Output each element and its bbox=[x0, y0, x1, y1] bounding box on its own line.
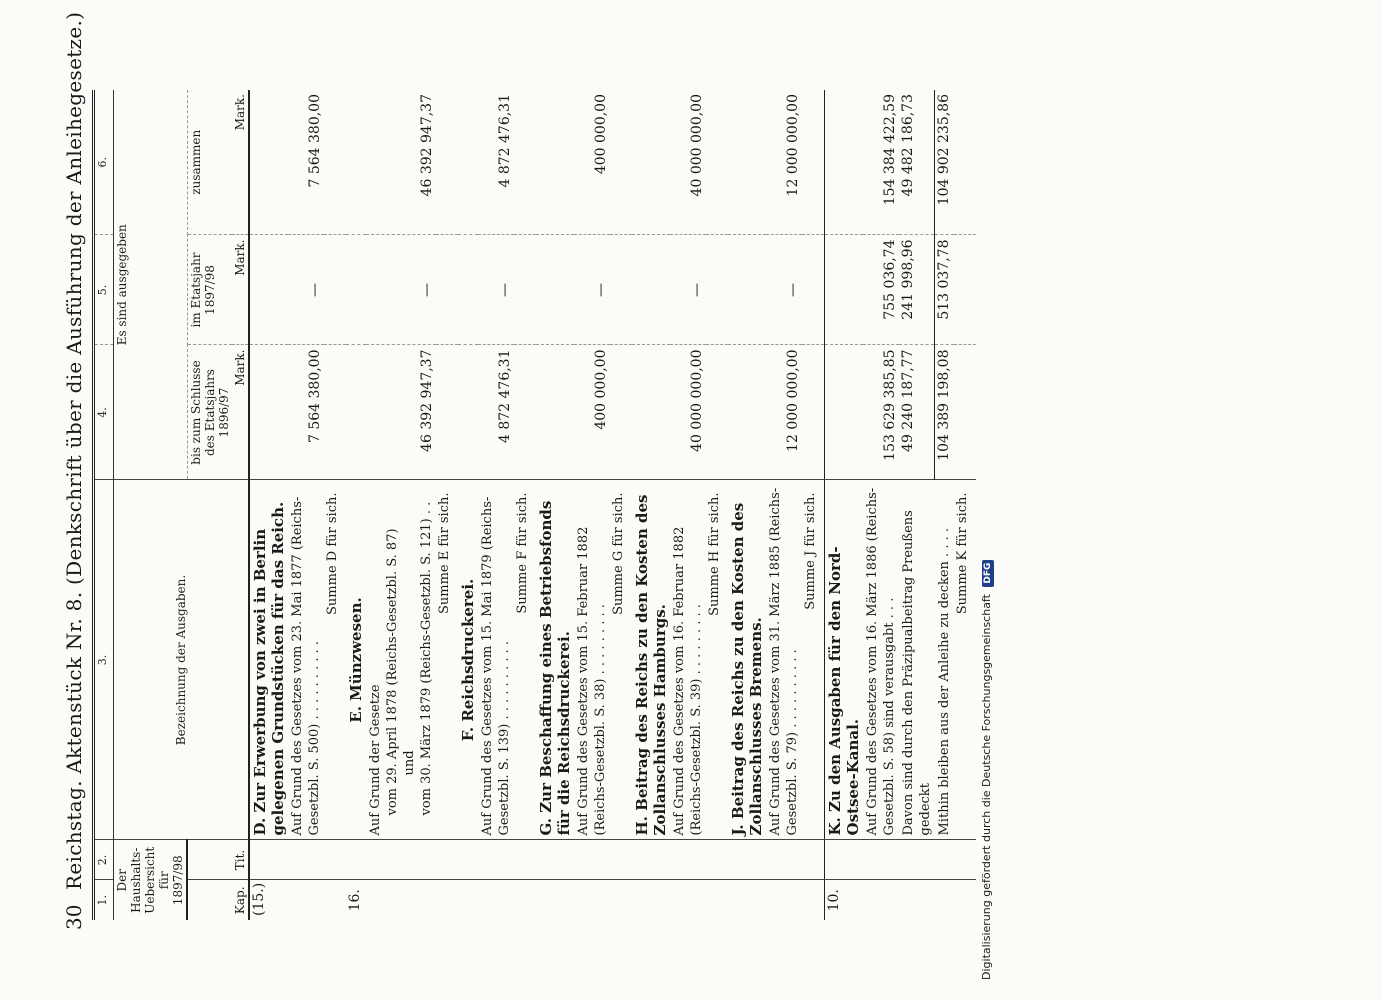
section-line: Auf Grund des Gesetzes vom 15. Mai 1879 (Reichs-Gesetzbl. S. 139) . . . . . . . . . . bbox=[478, 480, 514, 840]
amount-cell: 4 872 476,31 bbox=[478, 90, 514, 235]
section-sum-row bbox=[954, 90, 976, 920]
section-letter: D. bbox=[250, 817, 269, 836]
expenditure-table bbox=[92, 90, 976, 920]
amount-cell: 49 240 187,77 bbox=[899, 345, 935, 480]
bezeichnung-header: Bezeichnung der Ausgaben. bbox=[114, 480, 249, 840]
amount-cell: — bbox=[478, 235, 514, 345]
section-sum-label: Summe F für sich. bbox=[514, 480, 536, 840]
col4-header: bis zum Schlusse des Etatsjahrs 1896/97 bbox=[187, 345, 232, 480]
column-number: 5. bbox=[94, 235, 114, 345]
section-sum-label: Summe E für sich. bbox=[436, 480, 458, 840]
amount-cell: 513 037,78 bbox=[935, 235, 954, 345]
section-title-row bbox=[458, 90, 478, 920]
section-letter: G. bbox=[536, 818, 555, 836]
section-line: Davon sind durch den Präzipualbeitrag Preußens gedeckt bbox=[899, 480, 935, 840]
amount-cell: 153 629 385,85 bbox=[863, 345, 899, 480]
section-line: Auf Grund des Gesetzes vom 16. März 1886 (Reichs-Gesetzbl. S. 58) sind verausgabt . . . bbox=[863, 480, 899, 840]
section-sum-label: Summe J für sich. bbox=[802, 480, 825, 840]
section-sum-row bbox=[514, 90, 536, 920]
column-number: 2. bbox=[94, 840, 114, 880]
section-letter: K. bbox=[825, 817, 844, 836]
section-line: Auf Grund des Gesetzes vom 15. Februar 1882 (Reichs-Gesetzbl. S. 38) . . . . . . . . . bbox=[574, 480, 610, 840]
amount-cell: 104 902 235,86 bbox=[935, 90, 954, 235]
section-title-row bbox=[536, 90, 574, 920]
amount-cell: 12 000 000,00 bbox=[766, 345, 802, 480]
kap-cell: 10. bbox=[825, 889, 842, 912]
amount-cell: 241 998,96 bbox=[899, 235, 935, 345]
amount-cell: 154 384 422,59 bbox=[863, 90, 899, 235]
section-line-row bbox=[899, 90, 935, 920]
section-title-row bbox=[346, 90, 366, 920]
amount-cell: 40 000 000,00 bbox=[670, 90, 706, 235]
section-line: Mithin bleiben aus der Anleihe zu decken . . . . bbox=[935, 480, 954, 840]
section-title: Beitrag des Reichs zu den Kosten des Zollanschlusses Bremens. bbox=[728, 502, 765, 836]
amount-cell: 7 564 380,00 bbox=[288, 90, 324, 235]
column-number: 6. bbox=[94, 90, 114, 235]
es-sind-header: Es sind ausgegeben bbox=[114, 90, 188, 480]
amount-cell: — bbox=[574, 235, 610, 345]
section-letter: H. bbox=[632, 816, 651, 836]
section-sum-row bbox=[610, 90, 632, 920]
section-title: Zur Beschaffung eines Betriebsfonds für die Reichsdruckerei. bbox=[536, 500, 573, 836]
amount-cell: 104 389 198,08 bbox=[935, 345, 954, 480]
amount-cell: 400 000,00 bbox=[574, 90, 610, 235]
section-line-row bbox=[288, 90, 324, 920]
section-title: Reichsdruckerei. bbox=[458, 578, 477, 722]
section-sum-label: Summe G für sich. bbox=[610, 480, 632, 840]
section-letter: J. bbox=[728, 824, 747, 836]
section-sum-row bbox=[324, 90, 346, 920]
section-line-row bbox=[478, 90, 514, 920]
section-title: Beitrag des Reichs zu den Kosten des Zollanschlusses Hamburgs. bbox=[632, 494, 669, 836]
unit-mark: Mark. bbox=[232, 90, 249, 235]
section-line: Auf Grund der Gesetze bbox=[367, 684, 383, 836]
page-title: Reichstag. Aktenstück Nr. 8. (Denkschrift über die Ausführung der Anleihegesetze.) bbox=[62, 11, 86, 890]
section-line: vom 30. März 1879 (Reichs-Gesetzbl. S. 121) . . bbox=[418, 501, 434, 816]
section-line-row bbox=[863, 90, 899, 920]
section-line: Auf Grund des Gesetzes vom 23. Mai 1877 (Reichs-Gesetzbl. S. 500) . . . . . . . . . . bbox=[288, 480, 324, 840]
section-sum-row bbox=[436, 90, 458, 920]
section-title: Zu den Ausgaben für den Nord-Ostsee-Kanal. bbox=[825, 546, 862, 836]
section-sum-row bbox=[706, 90, 728, 920]
section-sum-row bbox=[802, 90, 825, 920]
section-title-row bbox=[728, 90, 766, 920]
amount-cell: 40 000 000,00 bbox=[670, 345, 706, 480]
column-number-row bbox=[94, 90, 114, 920]
section-title: Münzwesen. bbox=[346, 597, 365, 701]
section-line-row bbox=[574, 90, 610, 920]
amount-cell: 755 036,74 bbox=[863, 235, 899, 345]
section-line-row bbox=[766, 90, 802, 920]
amount-cell: — bbox=[288, 235, 324, 345]
kap-cell: (15.) bbox=[250, 882, 267, 916]
page-number: 30 bbox=[62, 904, 86, 930]
section-line-row bbox=[935, 90, 954, 920]
section-sum-label: Summe H für sich. bbox=[706, 480, 728, 840]
footer-text: Digitalisierung gefördert durch die Deutsche Forschungsgemeinschaft bbox=[980, 594, 993, 980]
digitization-footer bbox=[980, 560, 994, 980]
amount-cell: 49 482 186,73 bbox=[899, 90, 935, 235]
amount-cell: 12 000 000,00 bbox=[766, 90, 802, 235]
kap-cell: 16. bbox=[346, 889, 363, 912]
col6-header: zusammen bbox=[187, 90, 232, 235]
column-number: 1. bbox=[94, 880, 114, 920]
section-line-row bbox=[670, 90, 706, 920]
section-title-row bbox=[249, 90, 288, 920]
unit-mark: Mark. bbox=[232, 235, 249, 345]
section-sum-label: Summe D für sich. bbox=[324, 480, 346, 840]
col5-header: im Etatsjahr 1897/98 bbox=[187, 235, 232, 345]
section-line: Auf Grund des Gesetzes vom 16. Februar 1882 (Reichs-Gesetzbl. S. 39) . . . . . . . . . bbox=[670, 480, 706, 840]
section-title: Zur Erwerbung von zwei in Berlin gelegenen Grundstücken für das Reich. bbox=[250, 501, 287, 836]
column-number: 3. bbox=[94, 480, 114, 840]
section-line: Auf Grund des Gesetzes vom 31. März 1885 (Reichs-Gesetzbl. S. 79) . . . . . . . . . . bbox=[766, 480, 802, 840]
amount-cell: — bbox=[366, 235, 436, 345]
section-line-row bbox=[366, 90, 436, 920]
amount-cell: 46 392 947,37 bbox=[366, 90, 436, 235]
kap-header: Kap. bbox=[187, 880, 249, 920]
amount-cell: 46 392 947,37 bbox=[366, 345, 436, 480]
amount-cell: 4 872 476,31 bbox=[478, 345, 514, 480]
unit-mark: Mark. bbox=[232, 345, 249, 480]
amount-cell: 7 564 380,00 bbox=[288, 345, 324, 480]
dfg-logo: DFG bbox=[982, 560, 994, 587]
section-sum-label: Summe K für sich. bbox=[954, 480, 976, 840]
section-line: vom 29. April 1878 (Reichs-Gesetzbl. S. 87) bbox=[384, 528, 400, 816]
haushalts-header: Der Haushalts-Uebersicht für 1897/98 bbox=[114, 840, 188, 920]
section-title-row bbox=[632, 90, 670, 920]
section-title-row bbox=[824, 90, 863, 920]
column-number: 4. bbox=[94, 345, 114, 480]
section-line: und bbox=[401, 750, 417, 776]
amount-cell: — bbox=[670, 235, 706, 345]
section-letter: E. bbox=[346, 706, 365, 723]
section-letter: F. bbox=[458, 726, 477, 742]
tit-header: Tit. bbox=[187, 840, 249, 880]
header-row-1 bbox=[114, 90, 188, 920]
amount-cell: — bbox=[766, 235, 802, 345]
amount-cell: 400 000,00 bbox=[574, 345, 610, 480]
